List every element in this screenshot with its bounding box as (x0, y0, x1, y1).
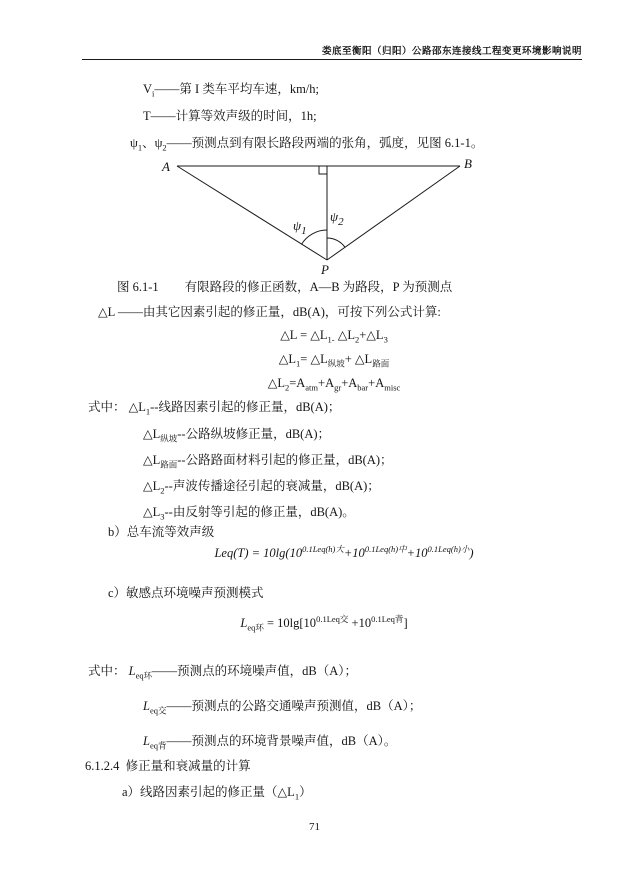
where1-text: --线路因素引起的修正量，dB(A)； (150, 400, 341, 414)
where1-item-4 (143, 476, 380, 494)
param-vi-symbol: V (143, 82, 153, 96)
where1-item-5 (143, 502, 355, 520)
where1-item-1 (88, 397, 340, 415)
where1-subscript: 2 (160, 485, 165, 496)
figure-label-b: B (464, 156, 472, 171)
figure-label-p: P (321, 262, 329, 277)
param-psi1-symbol: ψ (130, 136, 138, 150)
where2-subscript: eq交 (149, 705, 167, 716)
eqb-part: +10 (343, 546, 365, 560)
where1-subscript: 3 (160, 511, 165, 522)
eq3-sub: atm (305, 382, 319, 393)
section-b-label: b）总车流等效声级 (108, 525, 215, 539)
delta-symbol: △L (98, 305, 118, 319)
eqb-sup: 0.1Leq(h)中 (364, 543, 407, 554)
param-psi-text: ——预测点到有限长路段两端的张角，弧度，见图 6.1-1。 (166, 136, 484, 150)
param-line-psi (130, 133, 483, 151)
eq1-sub: 1- (327, 334, 335, 345)
where2-text: 预测点的环境噪声值，dB（A）； (177, 664, 357, 678)
eqb-sup: 0.1Leq(h)大 (302, 543, 344, 554)
where1-text: --由反射等引起的修正量，dB(A)。 (164, 505, 355, 519)
where2-subscript: eq环 (135, 670, 153, 681)
eqb-part: ) (469, 546, 474, 560)
where1-text: --声波传播途径引起的衰减量，dB(A)； (164, 479, 380, 493)
where2-text: 预测点的环境背景噪声值，dB（A）。 (191, 734, 397, 748)
where1-text: --公路路面材料引起的修正量，dB(A)； (177, 453, 393, 467)
section-c-heading (108, 583, 264, 601)
eqb-part: Leq(T) = 10lg(10 (214, 546, 303, 560)
eq2-sub: 路面 (372, 358, 390, 369)
where2-dash: —— (166, 734, 192, 748)
figure-label-psi2: $\psi_2$ (330, 209, 344, 228)
eq2-sub: 1 (296, 358, 301, 369)
where2-symbol: L (128, 664, 136, 678)
eqc-part: ] (403, 616, 408, 630)
eqc-sub: eq环 (247, 622, 264, 633)
eq2-sub: 纵坡 (327, 358, 345, 369)
figure-6-1-1 (152, 153, 482, 277)
figure-caption (117, 277, 452, 295)
where1-subscript: 路面 (160, 459, 178, 470)
right-angle-mark (319, 166, 327, 174)
where1-subscript: 纵坡 (160, 433, 178, 444)
where1-symbol: △L (143, 427, 161, 441)
where1-symbol: △L (143, 479, 161, 493)
where1-symbol: △L (143, 453, 161, 467)
eq2-part: = △L (300, 352, 328, 366)
section-b-heading (108, 522, 214, 540)
eq3-part: +A (368, 376, 385, 390)
eqc-part: +10 (348, 616, 372, 630)
param-psi2-symbol: 、ψ (142, 136, 163, 150)
item-a-post: ） (299, 785, 312, 799)
param-vi-text: ——第 I 类车平均车速，km/h; (154, 82, 319, 96)
where2-item-2 (143, 696, 421, 714)
item-a-line (122, 782, 312, 800)
where1-subscript: 1 (145, 406, 151, 417)
eqc-sup: 0.1Leq背 (371, 613, 404, 624)
where1-item-3 (143, 450, 393, 468)
where2-symbol: L (143, 699, 150, 713)
eq3-sub: gr (334, 382, 342, 393)
page-header-title: 娄底至衡阳（归阳）公路邵东连接线工程变更环境影响说明 (82, 43, 582, 60)
eqc-sup: 0.1Leq交 (316, 613, 349, 624)
where1-text: --公路纵坡修正量，dB(A)； (177, 427, 331, 441)
where2-symbol: L (143, 734, 150, 748)
where1-label: 式中： (88, 400, 126, 414)
eq3-part: △L (267, 376, 285, 390)
item-a-pre: a）线路因素引起的修正量（△L (122, 785, 295, 799)
figure-label-a: A (162, 159, 170, 174)
angle-arc-psi2 (327, 238, 345, 247)
eqb-sup: 0.1Leq(h)小 (427, 543, 470, 554)
section-6124-heading (85, 756, 251, 774)
line-b-to-p (327, 166, 460, 260)
eq3-sub: 2 (284, 382, 290, 393)
param-line-vi (143, 79, 319, 97)
where2-text: 预测点的公路交通噪声预测值，dB（A）； (191, 699, 422, 713)
where2-item-3 (143, 731, 396, 749)
eq1-sub: 3 (383, 334, 388, 345)
param-t-text: T——计算等效声级的时间，1h; (143, 109, 317, 123)
page-number: 71 (309, 821, 320, 833)
where2-label: 式中： (88, 664, 126, 678)
section-6124-title: 修正量和衰减量的计算 (125, 759, 251, 773)
figure-caption-text: 有限路段的修正函数，A—B 为路段，P 为预测点 (184, 280, 453, 294)
where2-dash: —— (166, 699, 192, 713)
delta-intro-text: ——由其它因素引起的修正量，dB(A)，可按下列公式计算: (117, 305, 441, 319)
param-psi1-subscript: 1 (137, 142, 143, 153)
param-vi-subscript: i (152, 88, 155, 99)
eq1-part: △L (334, 328, 355, 342)
where1-item-2 (143, 424, 330, 442)
eq3-sub: bar (357, 382, 369, 393)
eq3-part: +A (318, 376, 335, 390)
formula-leq-env (90, 613, 558, 633)
delta-intro-line (98, 302, 441, 320)
eq2-part: △L (278, 352, 297, 366)
eq1-sub: 2 (355, 334, 360, 345)
item-a-subscript: 1 (294, 791, 300, 802)
eqb-part: +10 (406, 546, 428, 560)
eq3-part: =A (289, 376, 306, 390)
eq1-part: △L = △L (280, 328, 328, 342)
section-c-label: c）敏感点环境噪声预测模式 (108, 586, 264, 600)
figure-caption-number: 图 6.1-1 (117, 280, 159, 294)
where2-dash: —— (152, 664, 178, 678)
formula-delta-l2 (100, 375, 568, 391)
section-6124-number: 6.1.2.4 (85, 759, 120, 773)
where2-subscript: eq背 (149, 740, 167, 751)
where2-item-1 (88, 661, 357, 679)
formula-leq-t (110, 543, 578, 561)
line-a-to-p (177, 166, 327, 260)
formula-delta-l (100, 327, 568, 343)
where1-symbol: △L (143, 505, 161, 519)
eq3-sub: misc (384, 382, 401, 393)
where1-symbol: △L (128, 400, 146, 414)
eq2-part: + △L (344, 352, 373, 366)
param-line-t (143, 106, 317, 124)
figure-label-psi1: $\psi_1$ (293, 218, 307, 237)
eqc-part: = 10lg[10 (263, 616, 317, 630)
eq1-part: +△L (359, 328, 384, 342)
formula-delta-l1 (100, 351, 568, 367)
eqc-part: L (240, 616, 248, 630)
param-psi2-subscript: 2 (162, 142, 167, 153)
eq3-part: +A (341, 376, 358, 390)
